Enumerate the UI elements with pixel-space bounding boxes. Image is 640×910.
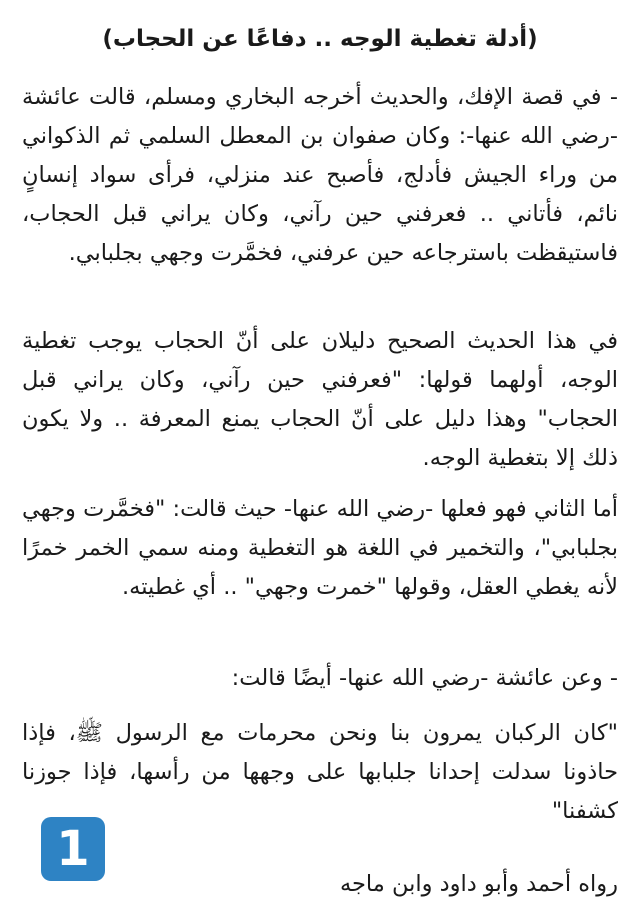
paragraph-first-evidence: في هذا الحديث الصحيح دليلان على أنّ الحجاب يوجب تغطية الوجه، أولهما قولها: "فعرفني حين رآني، وكان يراني قبل الحجاب" وهذا دليل على أنّ الحجاب يمنع المعرفة .. ولا يكون ذلك إلا بتغطية الوجه. <box>22 328 618 471</box>
paragraph-ifk-story: - في قصة الإفك، والحديث أخرجه البخاري ومسلم، قالت عائشة -رضي الله عنها-: وكان صفوان بن المعطل السلمي ثم الذكواني من وراء الجيش فأدلج، فأصبح عند منزلي، فرأى سواد إنسانٍ نائم، فأتاني .. فعرفني حين رآني، وكان يراني قبل الحجاب، فاستيقظت باسترجاعه حين عرفني، فخمَّرت وجهي بجلبابي. <box>22 84 618 266</box>
hadith-source: رواه أحمد وأبو داود وابن ماجه <box>339 871 618 897</box>
paragraph-second-evidence: أما الثاني فهو فعلها -رضي الله عنها- حيث قالت: "فخمَّرت وجهي بجلبابي"، والتخمير في اللغة هو التغطية ومنه سمي الخمر خمرًا لأنه يغطي العقل، وقولها "خمرت وجهي" .. أي غطيته. <box>22 496 618 600</box>
paragraph-aisha-intro: - وعن عائشة -رضي الله عنها- أيضًا قالت: <box>231 665 618 691</box>
page-number-badge: 1 <box>41 817 105 881</box>
document-title: (أدلة تغطية الوجه .. دفاعًا عن الحجاب) <box>102 26 538 52</box>
paragraph-hadith-quote: "كان الركبان يمرون بنا ونحن محرمات مع الرسول ﷺ، فإذا حاذونا سدلت إحدانا جلبابها على وجهها من رأسها، فإذا جوزنا كشفنا" <box>22 720 618 824</box>
